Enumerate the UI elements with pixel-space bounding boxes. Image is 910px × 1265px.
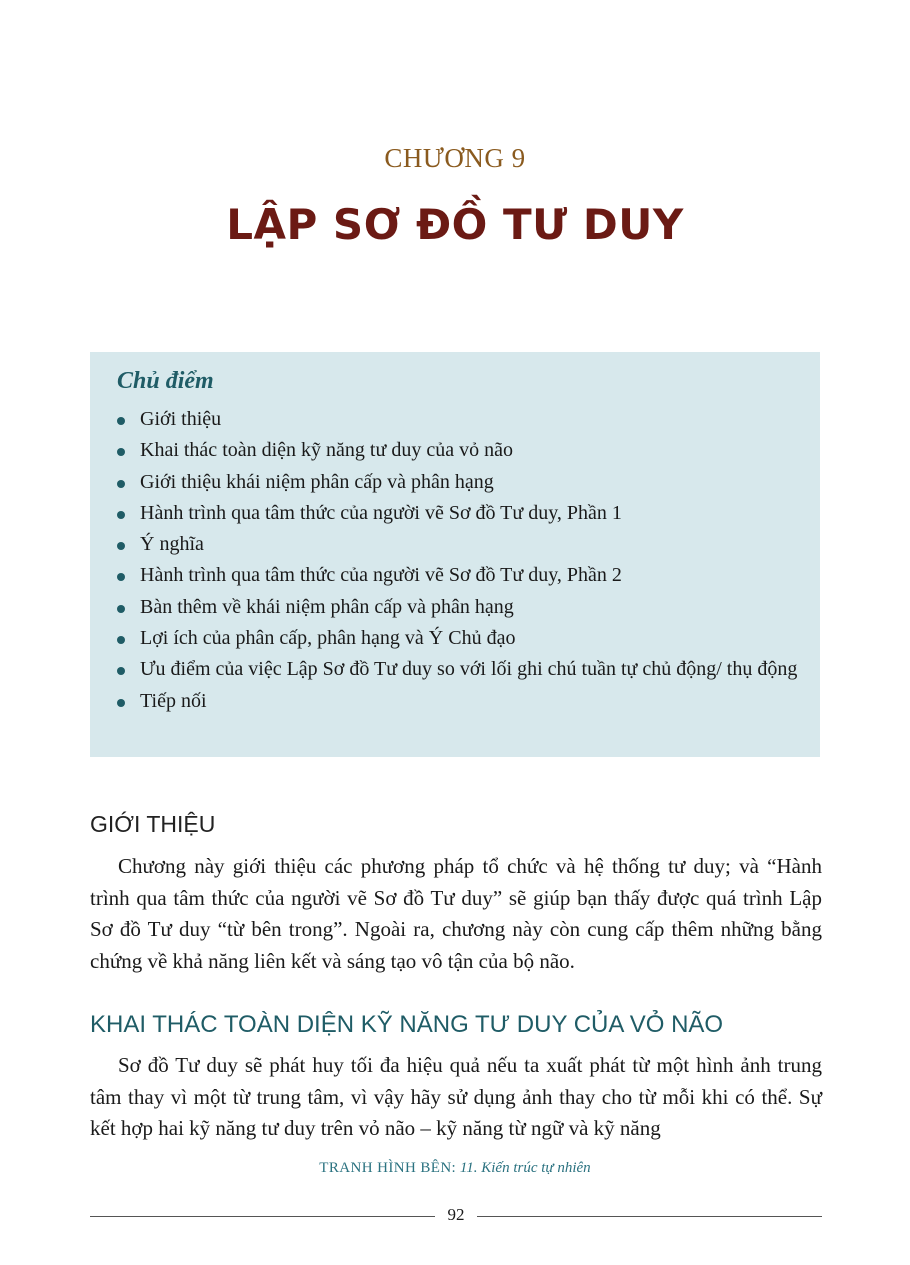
list-item bbox=[115, 592, 820, 623]
caption-text: 11. Kiến trúc tự nhiên bbox=[459, 1160, 591, 1176]
page-number: 92 bbox=[447, 1205, 465, 1224]
section-heading-intro: GIỚI THIỆU bbox=[90, 811, 216, 837]
section-heading-cortex: KHAI THÁC TOÀN DIỆN KỸ NĂNG TƯ DUY CỦA VỎ NÃO bbox=[90, 1011, 724, 1038]
list-item bbox=[115, 654, 820, 685]
bullet-icon bbox=[117, 511, 125, 519]
bullet-icon bbox=[117, 417, 125, 425]
list-item-text: Ưu điểm của việc Lập Sơ đồ Tư duy so với lối ghi chú tuần tự chủ động/ thụ động bbox=[140, 658, 798, 681]
page-footer bbox=[90, 1205, 822, 1227]
list-item-text: Hành trình qua tâm thức của người vẽ Sơ đồ Tư duy, Phần 2 bbox=[140, 564, 622, 587]
bullet-icon bbox=[117, 480, 125, 488]
chapter-number: CHƯƠNG 9 bbox=[384, 143, 526, 173]
topics-box bbox=[90, 352, 820, 757]
section-paragraph-cortex: Sơ đồ Tư duy sẽ phát huy tối đa hiệu quả nếu ta xuất phát từ một hình ảnh trung tâm thay vì một từ trung tâm, vì vậy hãy sử dụng ảnh thay cho từ mỗi khi có thể. Sự kết hợp hai kỹ năng tư duy trên vỏ não – kỹ năng từ ngữ và kỹ năng bbox=[90, 1053, 822, 1140]
figure-caption bbox=[0, 1160, 910, 1177]
list-item-text: Giới thiệu khái niệm phân cấp và phân hạng bbox=[140, 470, 494, 493]
list-item bbox=[115, 623, 820, 654]
bullet-icon bbox=[117, 667, 125, 675]
list-item bbox=[115, 404, 820, 435]
section-paragraph-intro: Chương này giới thiệu các phương pháp tổ chức và hệ thống tư duy; và “Hành trình qua tâm thức của người vẽ Sơ đồ Tư duy” sẽ giúp bạn thấy được quá trình Lập Sơ đồ Tư duy “từ bên trong”. Ngoài ra, chương này còn cung cấp thêm những bằng chứng về khả năng liên kết và sáng tạo vô tận của bộ não. bbox=[90, 854, 822, 973]
bullet-icon bbox=[117, 542, 125, 550]
list-item-text: Bàn thêm về khái niệm phân cấp và phân hạng bbox=[140, 595, 514, 618]
chapter-title: LẬP SƠ ĐỒ TƯ DUY bbox=[226, 200, 684, 249]
bullet-icon bbox=[117, 699, 125, 707]
list-item-text: Hành trình qua tâm thức của người vẽ Sơ đồ Tư duy, Phần 1 bbox=[140, 501, 622, 524]
bullet-icon bbox=[117, 448, 125, 456]
list-item bbox=[115, 435, 820, 466]
list-item-text: Lợi ích của phân cấp, phân hạng và Ý Chủ đạo bbox=[140, 627, 516, 650]
footer-rule-right bbox=[477, 1216, 822, 1217]
list-item bbox=[115, 560, 820, 591]
list-item bbox=[115, 467, 820, 498]
bullet-icon bbox=[117, 636, 125, 644]
caption-label: TRANH HÌNH BÊN: bbox=[319, 1160, 457, 1176]
bullet-icon bbox=[117, 573, 125, 581]
list-item bbox=[115, 498, 820, 529]
topics-list bbox=[115, 404, 820, 717]
list-item bbox=[115, 686, 820, 717]
bullet-icon bbox=[117, 605, 125, 613]
list-item-text: Giới thiệu bbox=[140, 408, 222, 430]
list-item bbox=[115, 529, 820, 560]
list-item-text: Khai thác toàn diện kỹ năng tư duy của vỏ não bbox=[140, 439, 513, 462]
topics-heading: Chủ điểm bbox=[117, 368, 214, 394]
list-item-text: Tiếp nối bbox=[140, 689, 207, 712]
list-item-text: Ý nghĩa bbox=[140, 533, 204, 556]
